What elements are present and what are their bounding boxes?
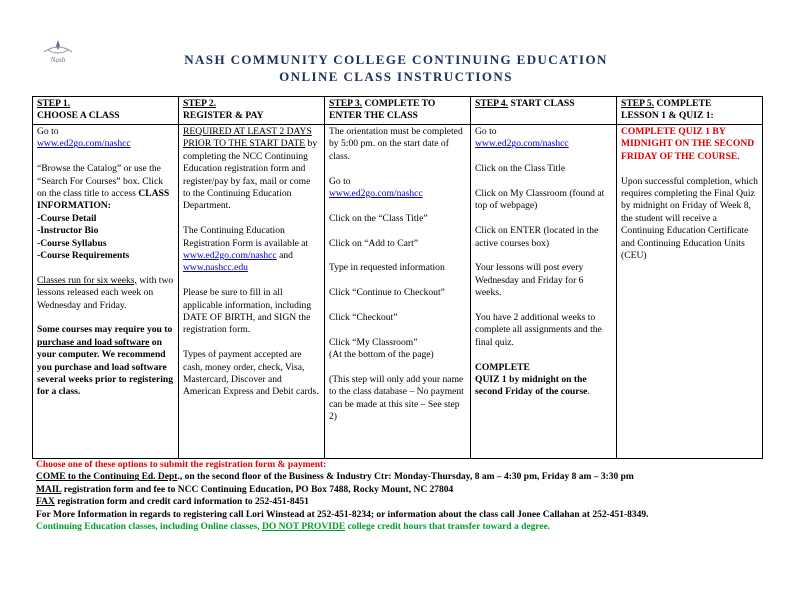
step4-header: STEP 4. START CLASS <box>471 97 617 125</box>
logo-text: Nash <box>50 56 66 64</box>
table-header-row <box>33 97 763 125</box>
fax-option: FAX registration form and credit card information to 252-451-8451 <box>36 497 309 508</box>
step1-content: Go to www.ed2go.com/nashcc “Browse the Catalog” or use the “Search For Courses” box. Click on the class title to access CLASS INFORMATION: -Course Detail -Instructor Bio -Course Syllabus -Course Requirements Classes run for six weeks, with two lessons released each week on Wednesday and Friday. Some courses may require you to purchase and load software on your computer. We recommend you purchase and load software several weeks prior to registering for a class. <box>33 125 179 459</box>
come-option: COME to the Continuing Ed. Dept., on the second floor of the Business & Industry Ctr: Monday-Thursday, 8 am – 4:30 pm, Friday 8 am – 3:30 pm <box>36 472 634 483</box>
step2-header: STEP 2. REGISTER & PAY <box>179 97 325 125</box>
ed2go-link[interactable]: www.ed2go.com/nashcc <box>37 138 131 150</box>
step1-header: STEP 1. CHOOSE A CLASS <box>33 97 179 125</box>
step5-header: STEP 5. COMPLETE LESSON 1 & QUIZ 1: <box>617 97 763 125</box>
nashcc-link[interactable]: www.nashcc.edu <box>183 262 248 274</box>
step5-content: COMPLETE QUIZ 1 BY MIDNIGHT ON THE SECOND FRIDAY OF THE COURSE. Upon successful completion, which requires completing the Final Quiz by midnight on Friday of Week 8, the student will receive a Continuing Education Certificate and Continuing Education Units (CEU) <box>617 125 763 459</box>
page-title: NASH COMMUNITY COLLEGE CONTINUING EDUCATION <box>184 52 608 67</box>
submission-options-heading: Choose one of these options to submit the registration form & payment: <box>36 460 327 470</box>
mail-option: MAIL registration form and fee to NCC Continuing Education, PO Box 7488, Rocky Mount, NC 27804 <box>36 484 454 495</box>
step2-content: REQUIRED AT LEAST 2 DAYS PRIOR TO THE START DATE by completing the NCC Continuing Education registration form and register/pay by fax, mail or come to the Continuing Education Department. The Continuing Education Registration Form is available at www.ed2go.com/nashcc and www.nashcc.edu Please be sure to fill in all applicable information, including DATE OF BIRTH, and SIGN the registration form. Types of payment accepted are cash, money order, check, Visa, Mastercard, Discover and American Express and Debit cards. <box>179 125 325 459</box>
ed2go-link[interactable]: www.ed2go.com/nashcc <box>329 188 423 200</box>
instructions-table <box>32 96 763 459</box>
step3-content: The orientation must be completed by 5:00 pm. on the start date of class. Go to www.ed2go.com/nashcc Click on the “Class Title” Click on “Add to Cart” Type in requested information Click “Continue to Checkout” Click “Checkout” Click “My Classroom” (At the bottom of the page) (This step will only add your name to the class database – No payment can be made at this site – See step 2) <box>325 125 471 459</box>
credit-disclaimer: Continuing Education classes, including Online classes, DO NOT PROVIDE college credit hours that transfer toward a degree. <box>36 522 551 533</box>
contact-info: For More Information in regards to registering call Lori Winstead at 252-451-8234; or information about the class call Jonee Callahan at 252-451-8349. <box>36 509 649 520</box>
page-subtitle: ONLINE CLASS INSTRUCTIONS <box>279 69 513 84</box>
table-body-row <box>33 125 763 459</box>
ed2go-link[interactable]: www.ed2go.com/nashcc <box>183 250 277 262</box>
step4-content: Go to www.ed2go.com/nashcc Click on the Class Title Click on My Classroom (found at top of webpage) Click on ENTER (located in the active courses box) Your lessons will post every Wednesday and Friday for 6 weeks. You have 2 additional weeks to complete all assignments and the final quiz. COMPLETE QUIZ 1 by midnight on the second Friday of the course. <box>471 125 617 459</box>
footer <box>36 459 776 533</box>
step3-header: STEP 3. COMPLETE TO ENTER THE CLASS <box>325 97 471 125</box>
ed2go-link[interactable]: www.ed2go.com/nashcc <box>475 138 569 150</box>
